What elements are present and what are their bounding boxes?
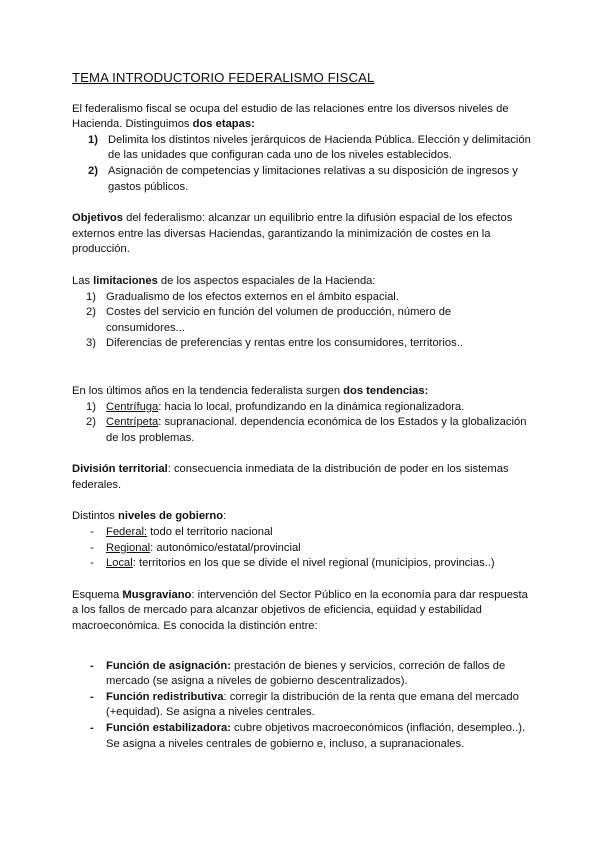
list-item bbox=[72, 415, 532, 446]
list-item bbox=[72, 525, 532, 541]
limitaciones-section bbox=[72, 274, 532, 352]
niveles-text-before: Distintos bbox=[72, 510, 119, 523]
tendencias-section bbox=[72, 384, 532, 446]
objetivos-bold: Objetivos bbox=[72, 212, 123, 225]
item-dash: - bbox=[90, 526, 94, 539]
item-term: Función estabilizadora: bbox=[106, 722, 231, 734]
esquema-paragraph bbox=[72, 588, 532, 635]
item-term: Federal: bbox=[106, 526, 148, 539]
esquema-text-before: Esquema bbox=[72, 588, 123, 601]
list-item bbox=[72, 690, 532, 721]
intro-paragraph bbox=[72, 102, 532, 133]
list-item bbox=[72, 164, 532, 195]
item-text: prestación de bienes y servicios, correción de fallos de mercado (se asigna a niveles de gobierno descentralizados). bbox=[106, 659, 506, 688]
intro-bold: dos etapas: bbox=[192, 118, 255, 131]
item-number: 2) bbox=[86, 416, 96, 429]
item-term: Centrífuga bbox=[106, 400, 159, 413]
esquema-text-after: : intervención del Sector Público en la economía para dar respuesta a los fallos de mercado para alcanzar objetivos de eficiencia, equidad y estabilidad macroeconómica. Es conocida la distinción entre: bbox=[72, 588, 528, 633]
item-text: Asignación de competencias y limitaciones relativas a su disposición de ingresos y gastos públicos. bbox=[108, 164, 518, 193]
item-number: 1) bbox=[86, 290, 96, 303]
niveles-list bbox=[72, 525, 532, 572]
item-text: : autonómico/estatal/provincial bbox=[150, 541, 301, 554]
list-item bbox=[72, 336, 532, 352]
tendencias-paragraph bbox=[72, 384, 532, 400]
objetivos-section bbox=[72, 211, 532, 258]
funciones-list bbox=[72, 659, 532, 753]
esquema-section bbox=[72, 588, 532, 752]
limitaciones-text-before: Las bbox=[72, 274, 94, 287]
limitaciones-paragraph bbox=[72, 274, 532, 290]
item-dash: - bbox=[90, 722, 94, 734]
list-item bbox=[72, 659, 532, 690]
list-item bbox=[72, 133, 532, 164]
item-text: Diferencias de preferencias y rentas entre los consumidores, territorios.. bbox=[106, 337, 463, 350]
item-term: Local bbox=[106, 557, 133, 570]
item-term: Función redistributiva bbox=[106, 690, 224, 703]
division-text: : consecuencia inmediata de la distribución de poder en los sistemas federales. bbox=[72, 463, 509, 491]
item-term: Centrípeta bbox=[106, 416, 159, 429]
item-number: 2) bbox=[88, 164, 98, 177]
intro-section bbox=[72, 102, 532, 196]
tendencias-list bbox=[72, 400, 532, 447]
niveles-bold: niveles de gobierno bbox=[118, 510, 224, 523]
list-item bbox=[72, 305, 532, 336]
intro-text: El federalismo fiscal se ocupa del estudio de las relaciones entre los diversos niveles de Hacienda. Distinguimos bbox=[72, 102, 509, 131]
item-text: todo el territorio nacional bbox=[147, 526, 273, 539]
item-text: cubre objetivos macroeconómicos (inflación, desempleo..). Se asigna a niveles centrales de gobierno e, incluso, a supranacionales. bbox=[106, 722, 526, 750]
item-dash: - bbox=[90, 541, 94, 554]
item-text: Costes del servicio en función del volumen de producción, número de consumidores... bbox=[106, 306, 452, 334]
etapas-list bbox=[72, 133, 532, 195]
objetivos-text: del federalismo: alcanzar un equilibrio entre la difusión espacial de los efectos externos entre las diversas Haciendas, garantizando la minimización de costes en la producción. bbox=[72, 212, 513, 256]
item-term: Regional bbox=[106, 541, 151, 554]
list-item bbox=[72, 556, 532, 572]
item-text: Gradualismo de los efectos externos en el ámbito espacial. bbox=[106, 290, 399, 303]
item-text: : hacia lo local, profundizando en la dinámica regionalizadora. bbox=[158, 400, 465, 413]
list-item bbox=[72, 290, 532, 306]
item-dash: - bbox=[90, 690, 94, 703]
limitaciones-bold: limitaciones bbox=[93, 274, 158, 287]
niveles-section bbox=[72, 509, 532, 571]
document-title: TEMA INTRODUCTORIO FEDERALISMO FISCAL bbox=[72, 70, 375, 85]
list-item bbox=[72, 400, 532, 416]
list-item bbox=[72, 721, 532, 752]
niveles-paragraph bbox=[72, 509, 532, 525]
division-paragraph bbox=[72, 462, 532, 493]
limitaciones-list bbox=[72, 290, 532, 352]
item-number: 2) bbox=[86, 306, 96, 319]
item-dash: - bbox=[90, 557, 94, 570]
item-dash: - bbox=[90, 659, 94, 672]
division-bold: División territorial bbox=[72, 463, 168, 476]
item-number: 1) bbox=[88, 133, 98, 146]
item-number: 1) bbox=[86, 400, 96, 413]
item-text: : supranacional. dependencia económica de los Estados y la globalización de los problemas. bbox=[106, 416, 527, 444]
item-text: Delimita los distintos niveles jerárquicos de Hacienda Pública. Elección y delimitación de las unidades que configuran cada uno de los niveles establecidos. bbox=[108, 133, 531, 162]
item-text: : corregir la distribución de la renta que emana del mercado (+equidad). Se asigna a niveles centrales. bbox=[106, 690, 519, 719]
division-section bbox=[72, 462, 532, 493]
item-text: : territorios en los que se divide el nivel regional (municipios, provincias..) bbox=[132, 557, 495, 570]
item-term: Función de asignación: bbox=[106, 659, 231, 672]
item-number: 3) bbox=[86, 337, 96, 350]
document-page bbox=[72, 70, 532, 768]
tendencias-text: En los últimos años en la tendencia federalista surgen bbox=[72, 384, 344, 397]
esquema-bold: Musgraviano bbox=[122, 588, 192, 601]
objetivos-paragraph bbox=[72, 211, 532, 258]
list-item bbox=[72, 541, 532, 557]
niveles-text-after: : bbox=[223, 510, 227, 523]
tendencias-bold: dos tendencias: bbox=[343, 384, 429, 397]
limitaciones-text-after: de los aspectos espaciales de la Hacienda: bbox=[157, 274, 376, 287]
